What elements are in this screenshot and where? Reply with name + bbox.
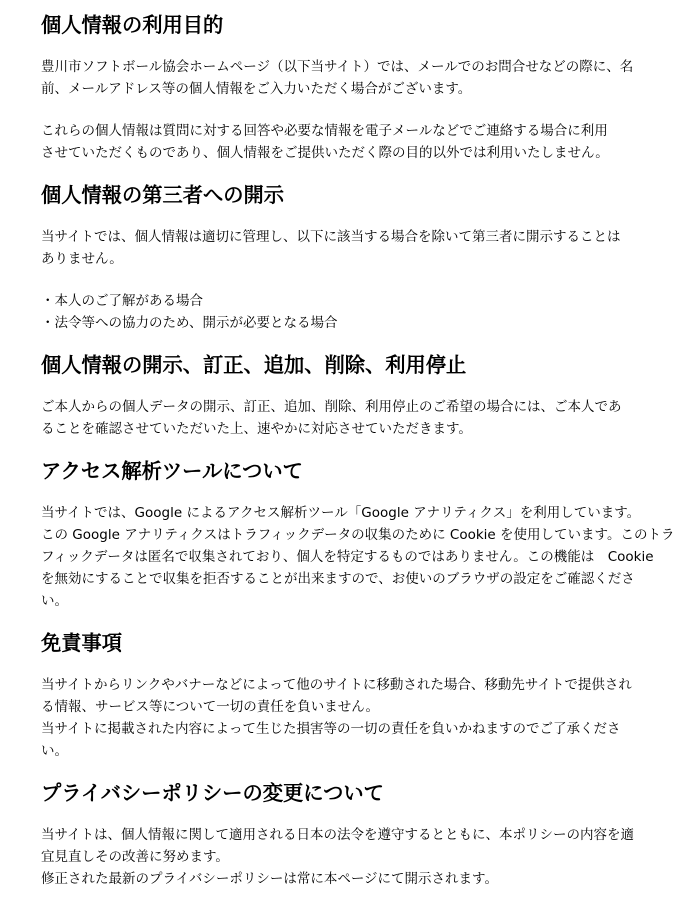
text-line: 前、メールアドレス等の個人情報をご入力いただく場合がございます。 (41, 81, 472, 97)
text-line: 宜見直しその改善に努めます。 (41, 849, 229, 865)
text-line: 当サイトに掲載された内容によって生じた損害等の一切の責任を負いかねますのでご了承くださ (41, 721, 621, 737)
list-item: ・本人のご了解がある場合 (41, 293, 203, 309)
text-line: 豊川市ソフトボール協会ホームページ（以下当サイト）では、メールでのお問合せなどの際に、名 (41, 59, 634, 75)
text-line: ることを確認させていただいた上、速やかに対応させていただきます。 (41, 421, 472, 437)
text-line: これらの個人情報は質問に対する回答や必要な情報を電子メールなどでご連絡する場合に利用 (41, 123, 608, 139)
text-line: を無効にすることで収集を拒否することが出来ますので、お使いのブラウザの設定をご確認くださ (41, 571, 635, 587)
text-line: 当サイトでは、個人情報は適切に管理し、以下に該当する場合を除いて第三者に開示することは (41, 229, 621, 245)
text-line: フィックデータは匿名で収集されており、個人を特定するものではありません。この機能は Cookie (41, 549, 654, 565)
text-line: い。 (41, 593, 68, 609)
text-line: 当サイトでは、Google によるアクセス解析ツール「Google アナリティクス」を利用しています。 (41, 505, 641, 521)
text-line: させていただくものであり、個人情報をご提供いただく際の目的以外では利用いたしません。 (41, 145, 609, 161)
list-item: ・法令等への協力のため、開示が必要となる場合 (41, 315, 338, 331)
section-heading-disclosure: 個人情報の開示、訂正、追加、削除、利用停止 (41, 353, 467, 377)
section-heading-analytics: アクセス解析ツールについて (41, 459, 303, 483)
section-heading-purpose: 個人情報の利用目的 (41, 13, 224, 37)
text-line: ご本人からの個人データの開示、訂正、追加、削除、利用停止のご希望の場合には、ご本人であ (41, 399, 622, 415)
section-heading-disclaimer: 免責事項 (41, 631, 123, 655)
text-line: い。 (41, 743, 68, 759)
section-heading-policy-changes: プライバシーポリシーの変更について (41, 781, 384, 805)
bullet-list (41, 290, 652, 334)
paragraph (41, 502, 675, 612)
paragraph (41, 674, 652, 762)
paragraph (41, 56, 652, 100)
paragraph (41, 824, 652, 890)
text-line: る情報、サービス等について一切の責任を負いません。 (41, 699, 380, 715)
paragraph (41, 120, 652, 164)
section-heading-third-party: 個人情報の第三者への開示 (41, 183, 285, 207)
text-line: 当サイトは、個人情報に関して適用される日本の法令を遵守するとともに、本ポリシーの内容を適 (41, 827, 635, 843)
text-line: 当サイトからリンクやバナーなどによって他のサイトに移動された場合、移動先サイトで提供され (41, 677, 632, 693)
text-line: 修正された最新のプライバシーポリシーは常に本ページにて開示されます。 (41, 871, 498, 887)
text-line: この Google アナリティクスはトラフィックデータの収集のために Cookie を使用しています。このトラ (41, 527, 675, 543)
text-line: ありません。 (41, 251, 123, 267)
paragraph (41, 396, 652, 440)
paragraph (41, 226, 652, 270)
